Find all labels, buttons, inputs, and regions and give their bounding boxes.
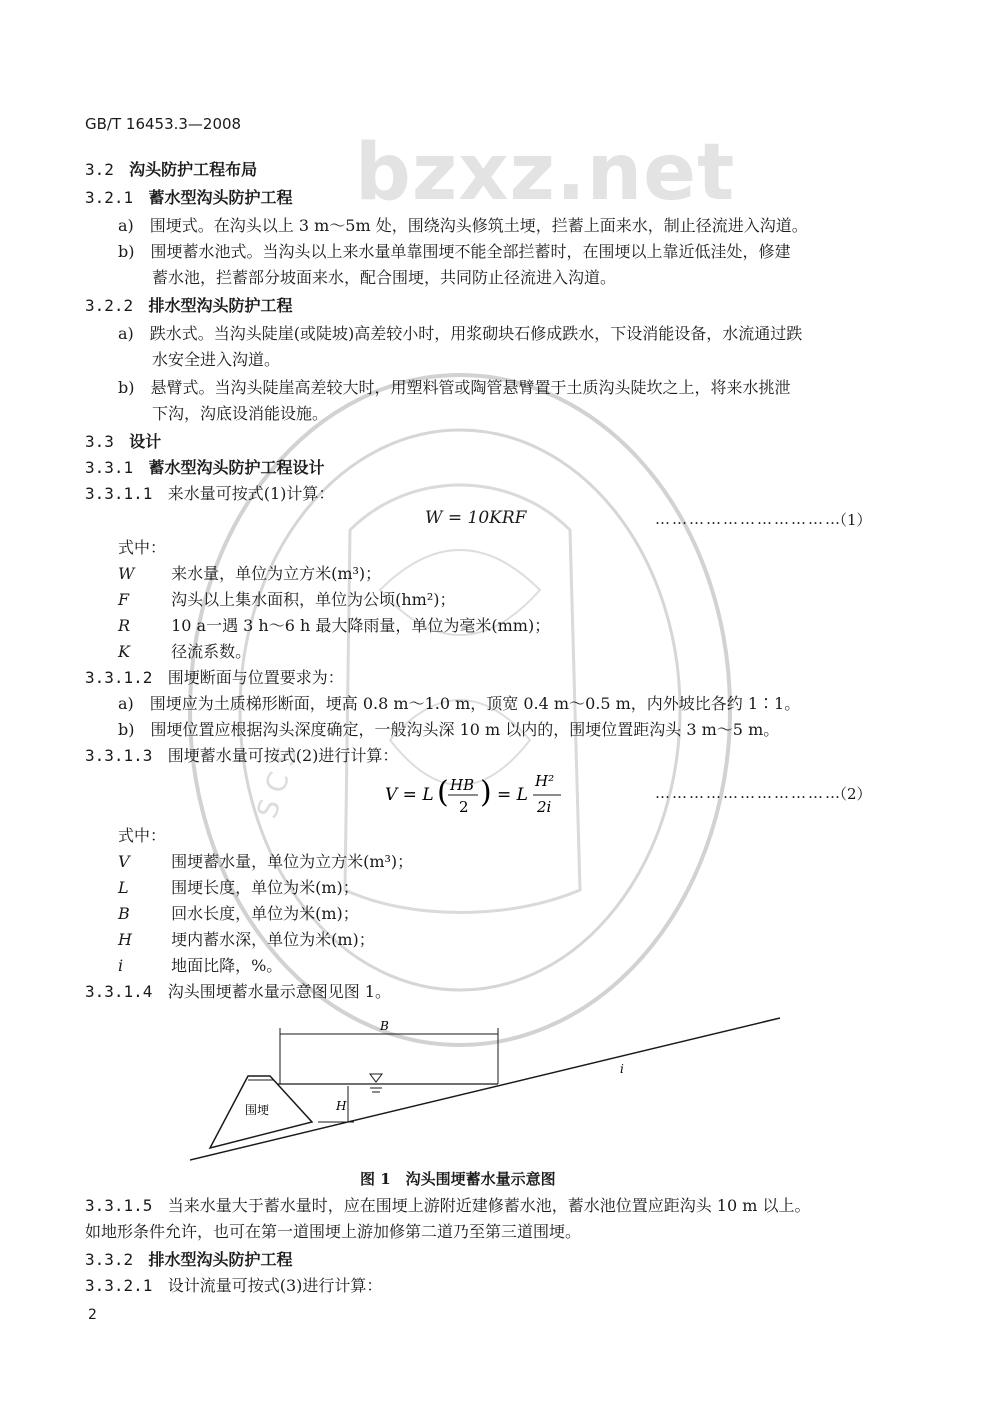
definition-text: 径流系数。 [171,642,252,661]
definition-symbol: K [118,642,130,661]
fraction-2-numerator: H² [535,772,555,790]
clause-text: 设计流量可按式(3)进行计算： [167,1276,383,1295]
definition-symbol: i [118,956,124,975]
section-number: 3.2.1 [85,188,134,207]
clause-3-3-2-1 [85,1276,382,1296]
paragraph-3-2-2-a-cont: 水安全进入沟道。 [152,350,281,369]
heading-3-2-2 [85,296,292,316]
definition-item [118,564,381,584]
definition-text: 沟头以上集水面积，单位为公顷(hm²)； [171,590,456,609]
definition-item [118,956,282,976]
definition-item [118,642,251,662]
definition-symbol: F [118,590,130,609]
water-level-marker [370,1074,382,1082]
where-label-1: 式中： [118,538,167,557]
section-number: 3.3.2 [85,1250,134,1269]
clause-number: 3.3.1.4 [85,982,153,1001]
heading-3-3-1 [85,458,324,478]
clause-3-3-1-2 [85,668,344,688]
section-number: 3.2 [85,160,114,179]
definition-text: 围埂长度，单位为米(m)； [171,878,359,897]
clause-text: 沟头围埂蓄水量示意图见图 1。 [167,982,391,1001]
paragraph-3-2-1-b-cont: 蓄水池，拦蓄部分坡面来水，配合围埂，共同防止径流进入沟道。 [152,268,617,287]
section-title: 排水型沟头防护工程 [148,296,293,315]
clause-3-3-1-1 [85,484,334,504]
clause-text: 当来水量大于蓄水量时，应在围埂上游附近建修蓄水池，蓄水池位置应距沟头 10 m 以上。 [167,1196,811,1215]
equation-2-lhs: V = L [385,785,434,805]
paragraph-3-2-1-b: b) 围埂蓄水池式。当沟头以上来水量单靠围埂不能全部拦蓄时，在围埂以上靠近低洼处，修建 [118,242,791,261]
clause-number: 3.3.2.1 [85,1276,153,1295]
clause-text: 围埂断面与位置要求为： [167,668,344,687]
dimension-h-label: H [336,1099,347,1113]
fraction-1-numerator: HB [450,776,475,794]
definition-text: 围埂蓄水量，单位为立方米(m³)； [171,852,414,871]
paren-right: ) [480,775,492,810]
ground-slope-line [190,1018,780,1160]
slope-i-label: i [620,1062,624,1076]
section-title: 设计 [129,432,162,451]
definition-symbol: H [118,930,132,949]
definition-symbol: L [118,878,129,897]
paren-left: ( [437,775,449,810]
clause-number: 3.3.1.2 [85,668,153,687]
definition-item [118,878,359,898]
definition-item [118,852,413,872]
watermark: bzxz.net [355,128,736,218]
section-title: 沟头防护工程布局 [129,160,258,179]
dimension-b-label: B [380,1019,389,1033]
definition-text: 10 a一遇 3 h～6 h 最大降雨量，单位为毫米(mm)； [171,616,551,635]
section-title: 排水型沟头防护工程 [148,1250,293,1269]
paragraph-3-2-2-b: b) 悬臂式。当沟头陡崖高差较大时，用塑料管或陶管悬臂置于土质沟头陡坎之上，将来水挑泄 [118,378,791,397]
section-title: 蓄水型沟头防护工程设计 [148,458,325,477]
heading-3-3-2 [85,1250,292,1270]
heading-3-3 [85,432,161,452]
definition-text: 地面比降，%。 [171,956,283,975]
definition-item [118,930,375,950]
equation-2-number: （2） [832,785,872,803]
svg-text:S C S: S C S [250,742,305,823]
heading-3-2-1 [85,188,292,208]
fraction-2-denominator: 2i [537,798,552,816]
equation-2-leader: …………………………… [655,784,842,802]
definition-text: 来水量，单位为立方米(m³)； [171,564,382,583]
clause-number: 3.3.1.3 [85,746,153,765]
equation-1: W = 10KRF [425,508,527,528]
equation-2 [385,768,585,824]
clause-text: 围埂蓄水量可按式(2)进行计算： [167,746,399,765]
equation-1-number: （1） [832,511,872,529]
definition-text: 回水长度，单位为米(m)； [171,904,359,923]
definition-symbol: R [118,616,131,635]
standard-code: GB/T 16453.3—2008 [85,115,242,133]
clause-3-3-1-5-cont: 如地形条件允许，也可在第一道围埂上游加修第二道乃至第三道围埂。 [85,1222,582,1241]
paragraph-3-3-1-2-b: b) 围埂位置应根据沟头深度确定，一般沟头深 10 m 以内的，围埂位置距沟头 3 m～5 m。 [118,720,780,739]
clause-3-3-1-4 [85,982,391,1002]
heading-3-2 [85,160,257,180]
clause-number: 3.3.1.1 [85,484,153,503]
figure-1-caption: 图 1 沟头围埂蓄水量示意图 [360,1170,556,1188]
clause-text: 来水量可按式(1)计算： [167,484,335,503]
section-title: 蓄水型沟头防护工程 [148,188,293,207]
paragraph-3-2-1-a: a) 围埂式。在沟头以上 3 m～5m 处，围绕沟头修筑土埂，拦蓄上面来水，制止径流进入沟道。 [118,216,808,235]
definition-symbol: W [118,564,135,583]
figure-1-diagram [190,1010,790,1165]
definition-symbol: B [118,904,130,923]
paragraph-3-2-2-a: a) 跌水式。当沟头陡崖(或陡坡)高差较小时，用浆砌块石修成跌水，下设消能设备，水流通过跌 [118,324,803,343]
paragraph-3-2-2-b-cont: 下沟，沟底设消能设施。 [152,404,329,423]
paragraph-3-3-1-2-a: a) 围埂应为土质梯形断面，埂高 0.8 m～1.0 m，顶宽 0.4 m～0.5 m，内外坡比各约 1∶1。 [118,694,801,713]
equation-2-mid: = L [497,785,528,805]
clause-3-3-1-3 [85,746,398,766]
definition-text: 埂内蓄水深，单位为米(m)； [171,930,375,949]
definition-item [118,616,550,636]
section-number: 3.3.1 [85,458,134,477]
clause-3-3-1-5 [85,1196,811,1216]
definition-item [118,590,455,610]
definition-symbol: V [118,852,130,871]
section-number: 3.3 [85,432,114,451]
where-label-2: 式中： [118,826,167,845]
ridge-label: 围埂 [245,1103,270,1117]
section-number: 3.2.2 [85,296,134,315]
definition-item [118,904,359,924]
fraction-1-denominator: 2 [459,798,469,816]
equation-1-leader: …………………………… [655,510,842,528]
page-number: 2 [88,1307,97,1323]
clause-number: 3.3.1.5 [85,1196,153,1215]
